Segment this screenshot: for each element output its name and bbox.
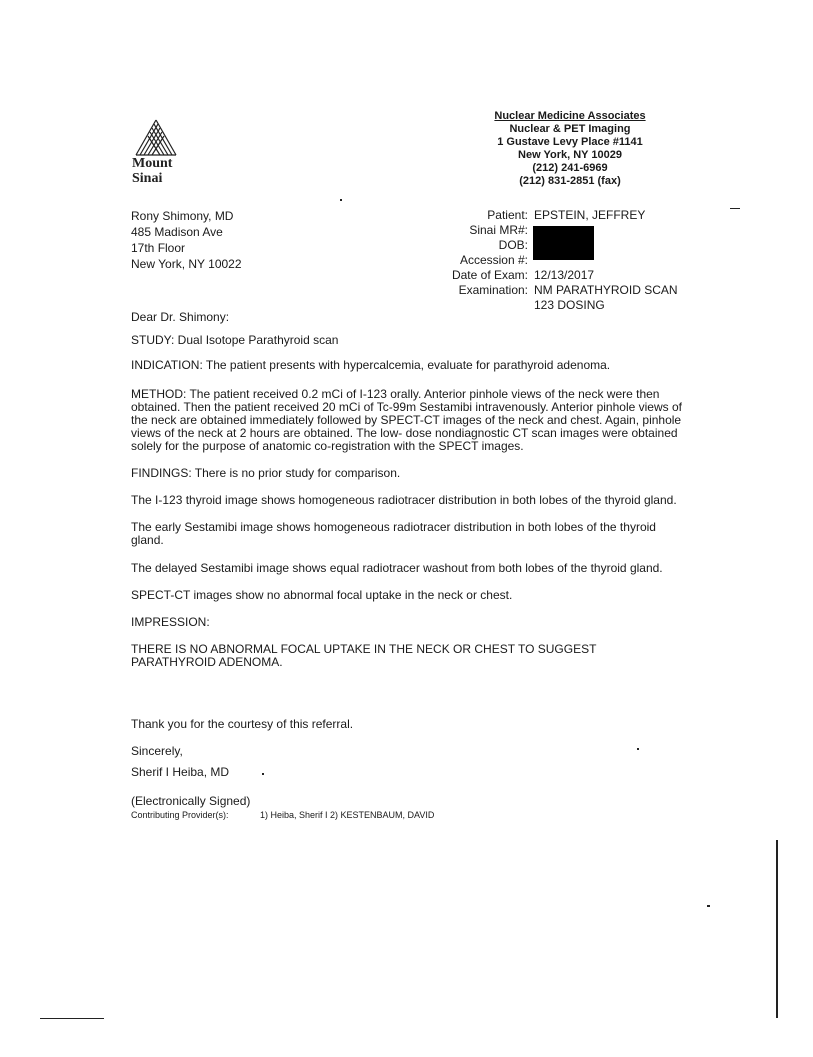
examination-label: Examination: xyxy=(458,283,528,297)
patient-name-value: EPSTEIN, JEFFREY xyxy=(534,208,646,222)
thanks-line: Thank you for the courtesy of this referral. xyxy=(131,717,354,731)
practice-dept: Nuclear & PET Imaging xyxy=(509,123,631,135)
accession-label: Accession #: xyxy=(459,253,528,267)
scan-bottom-mark xyxy=(40,1018,104,1019)
scan-speck xyxy=(262,773,264,775)
impression-text: THERE IS NO ABNORMAL FOCAL UPTAKE IN THE NECK OR CHEST TO SUGGEST PARATHYROID ADENOMA. xyxy=(131,642,597,669)
finding-4: SPECT-CT images show no abnormal focal uptake in the neck or chest. xyxy=(131,588,513,602)
recipient-name: Rony Shimony, MD xyxy=(131,209,234,223)
logo-line-1: Mount xyxy=(132,156,173,171)
recipient-address xyxy=(131,208,242,272)
patient-info-values xyxy=(534,208,678,313)
closing-line: Sincerely, xyxy=(131,744,183,758)
mount-sinai-logo xyxy=(132,118,202,186)
method-paragraph: METHOD: The patient received 0.2 mCi of I-123 orally. Anterior pinhole views of the neck were then obtained. Then the patient received 20 mCi of Tc-99m Sestamibi intravenously. Anterior pinhole views of the neck are obtained immediately followed by SPECT-CT images of the neck and chest. Again, pinhole views of the neck at 2 hours are obtained. The low- dose nondiagnostic CT scan images were obtained solely for the purpose of anatomic co-registration with the SPECT images. xyxy=(131,387,682,453)
electronic-signature: (Electronically Signed) xyxy=(131,794,251,808)
practice-header xyxy=(450,110,690,188)
indication-paragraph: INDICATION: The patient presents with hypercalcemia, evaluate for parathyroid adenoma. xyxy=(131,358,611,372)
recipient-floor: 17th Floor xyxy=(131,241,186,255)
practice-address-2: New York, NY 10029 xyxy=(518,149,622,161)
practice-phone: (212) 241-6969 xyxy=(532,162,608,174)
scan-speck xyxy=(730,208,740,209)
finding-2: The early Sestamibi image shows homogeneous radiotracer distribution in both lobes of the thyroid gland. xyxy=(131,520,656,547)
practice-fax: (212) 831-2851 (fax) xyxy=(519,175,621,187)
recipient-city: New York, NY 10022 xyxy=(131,257,242,271)
scan-speck xyxy=(340,199,342,201)
finding-3: The delayed Sestamibi image shows equal radiotracer washout from both lobes of the thyroid gland. xyxy=(131,561,663,575)
logo-line-2: Sinai xyxy=(132,171,163,186)
findings-heading: FINDINGS: There is no prior study for comparison. xyxy=(131,466,401,480)
scan-speck xyxy=(707,905,710,907)
finding-1: The I-123 thyroid image shows homogeneous radiotracer distribution in both lobes of the thyroid gland. xyxy=(131,493,677,507)
redaction-block xyxy=(533,226,594,260)
mountain-logo-icon xyxy=(134,118,178,156)
scan-edge-line xyxy=(776,840,778,1018)
recipient-street: 485 Madison Ave xyxy=(131,225,223,239)
examination-value-2: 123 DOSING xyxy=(534,298,605,312)
exam-date-label: Date of Exam: xyxy=(451,268,528,282)
exam-date-value: 12/13/2017 xyxy=(534,268,595,282)
contributing-label: Contributing Provider(s): xyxy=(131,810,229,820)
mr-label: Sinai MR#: xyxy=(469,223,528,237)
practice-name: Nuclear Medicine Associates xyxy=(494,110,646,122)
examination-value-1: NM PARATHYROID SCAN xyxy=(534,283,678,297)
signer-name: Sherif I Heiba, MD xyxy=(131,765,230,779)
salutation: Dear Dr. Shimony: xyxy=(131,310,230,324)
study-line: STUDY: Dual Isotope Parathyroid scan xyxy=(131,333,339,347)
dob-label: DOB: xyxy=(498,238,528,252)
contributing-value: 1) Heiba, Sherif I 2) KESTENBAUM, DAVID xyxy=(260,810,435,820)
practice-address-1: 1 Gustave Levy Place #1141 xyxy=(497,136,643,148)
patient-info-labels xyxy=(440,208,528,298)
impression-heading: IMPRESSION: xyxy=(131,615,210,629)
scan-speck xyxy=(637,748,639,750)
patient-label: Patient: xyxy=(487,208,528,222)
